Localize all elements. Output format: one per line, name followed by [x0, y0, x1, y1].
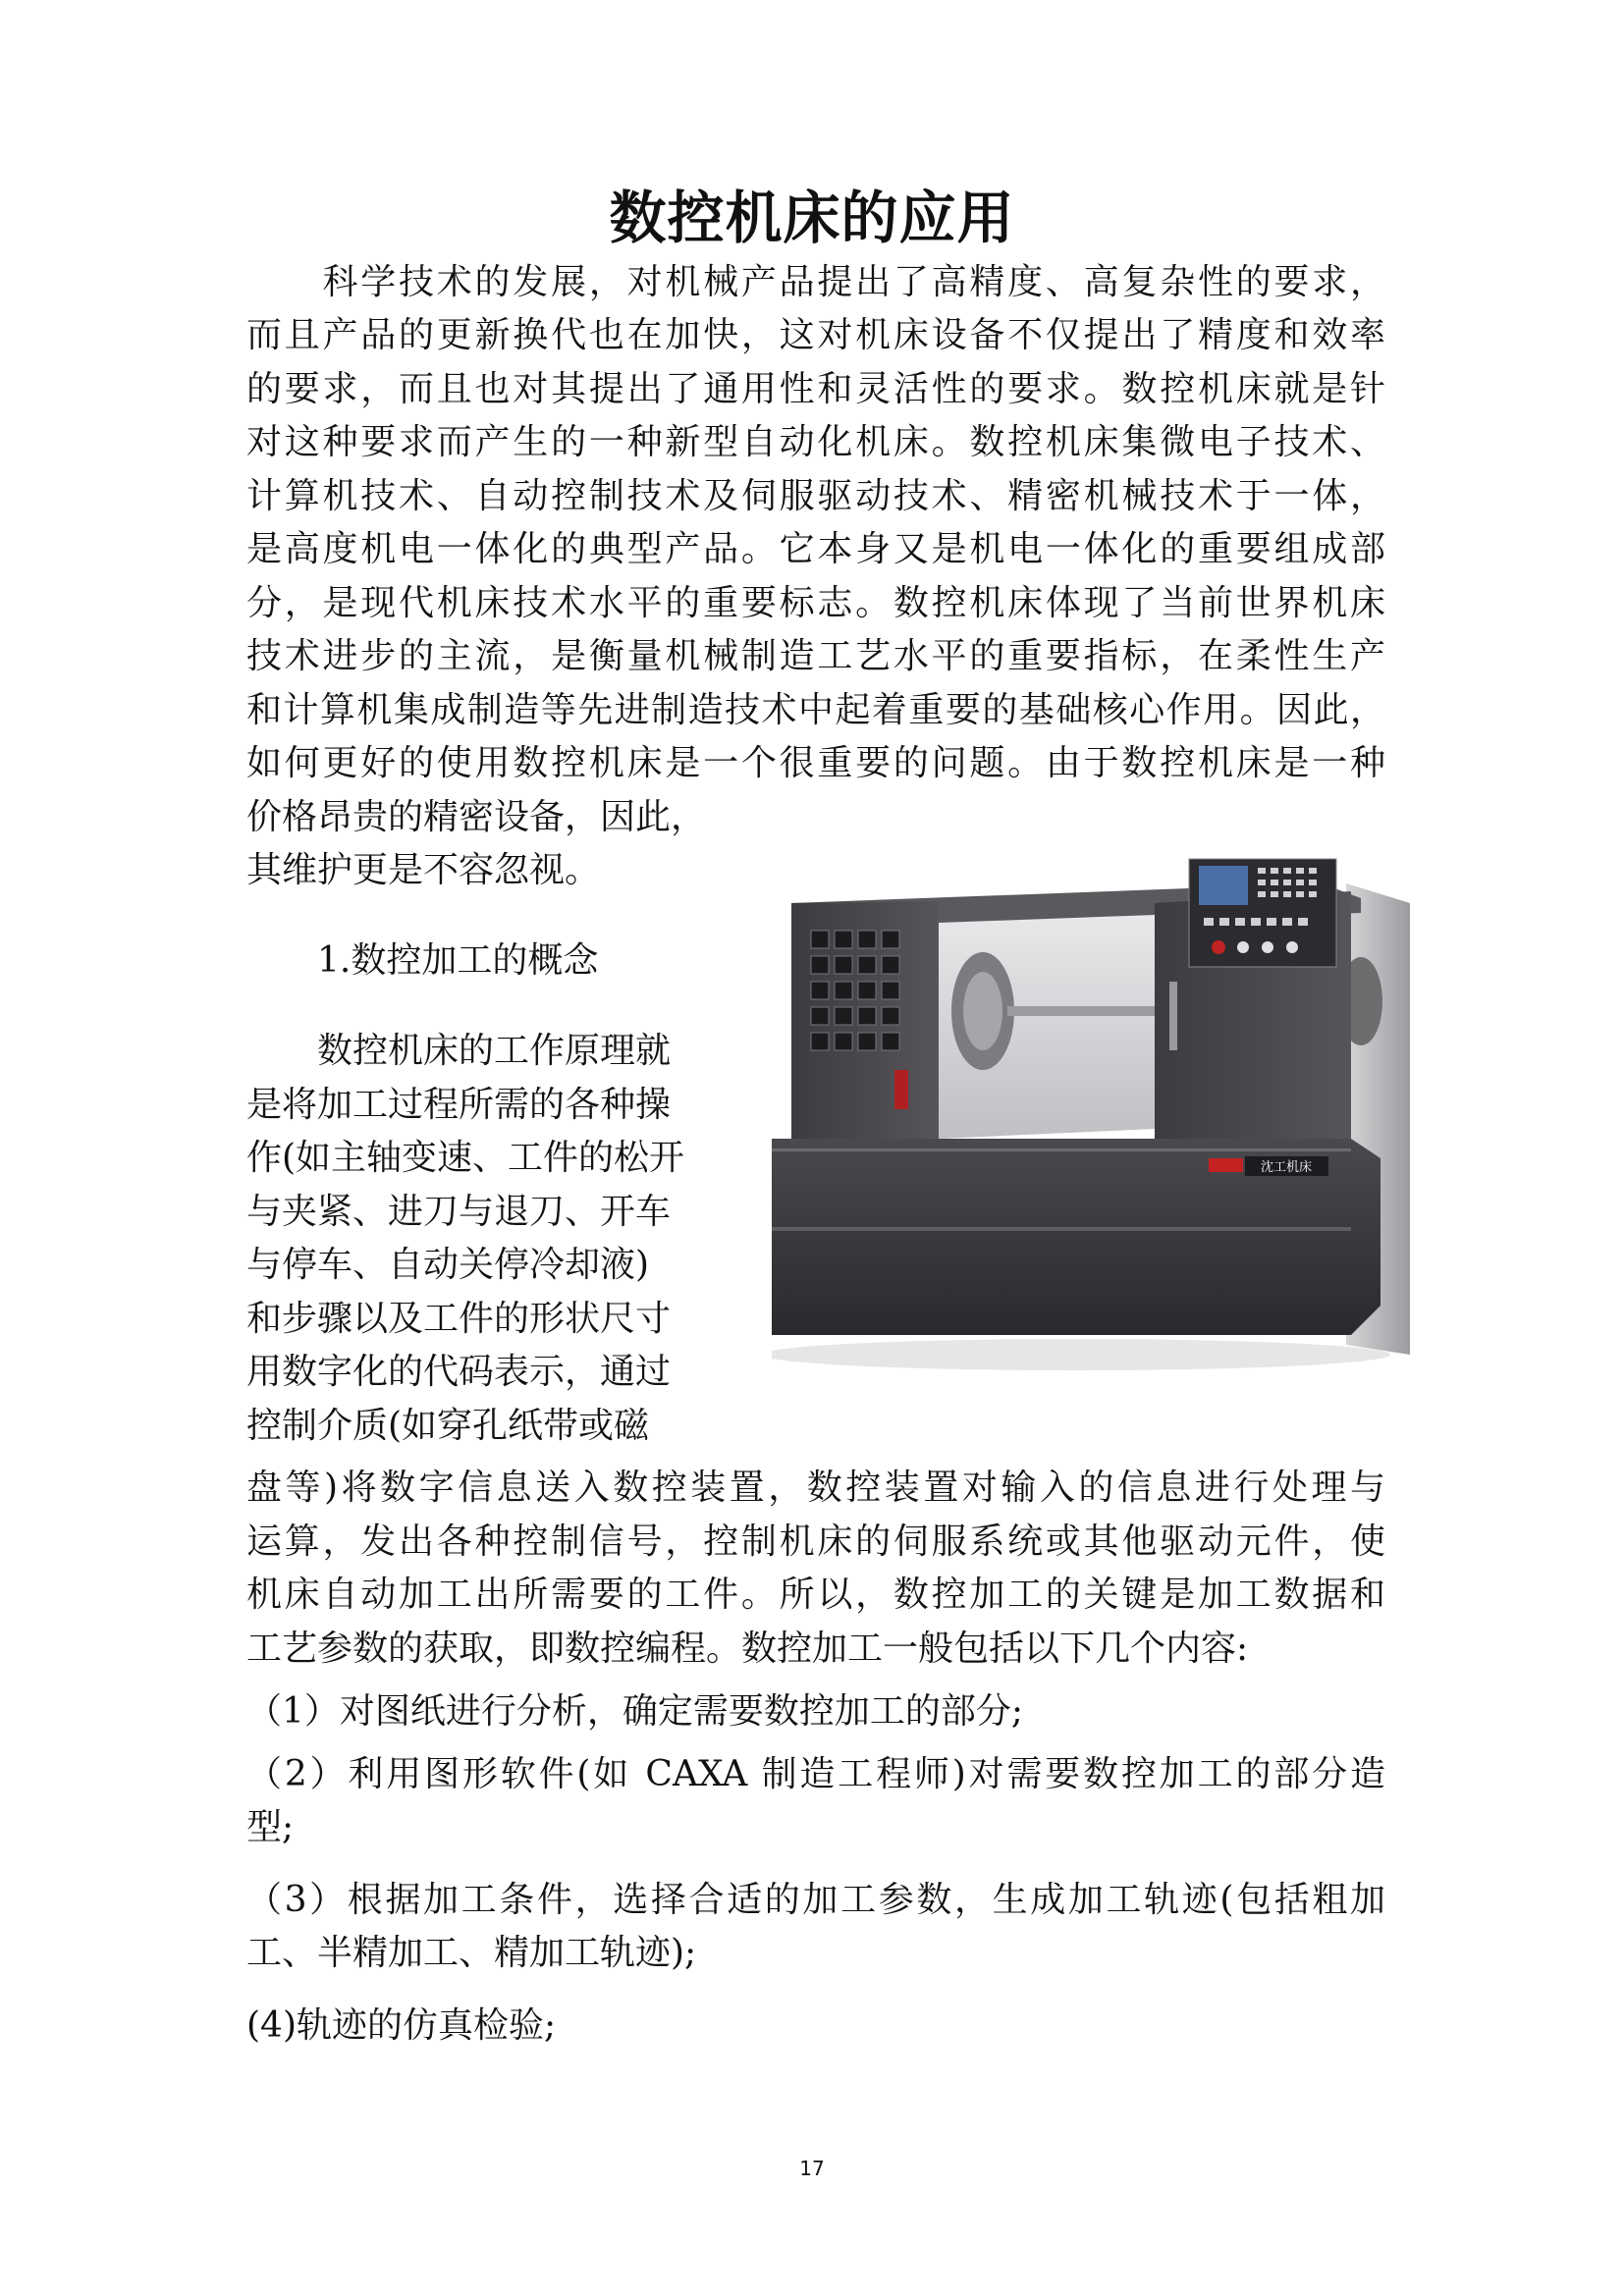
text-line: 计算机技术、自动控制技术及伺服驱动技术、精密机械技术于一体， — [246, 476, 1385, 516]
section-heading: 1.数控加工的概念 — [246, 940, 599, 981]
list-item: （1）对图纸进行分析，确定需要数控加工的部分; — [246, 1691, 1024, 1732]
text-line: 和步骤以及工件的形状尺寸 — [246, 1299, 672, 1339]
text-line: 对这种要求而产生的一种新型自动化机床。数控机床集微电子技术、 — [246, 422, 1385, 462]
text-line: 如何更好的使用数控机床是一个很重要的问题。由于数控机床是一种 — [246, 743, 1385, 783]
list-item-continuation: 型; — [246, 1807, 295, 1847]
text-line: 而且产品的更新换代也在加快，这对机床设备不仅提出了精度和效率 — [246, 315, 1385, 355]
text-line: 技术进步的主流，是衡量机械制造工艺水平的重要指标，在柔性生产 — [246, 636, 1385, 676]
text-line: 与停车、自动关停冷却液) — [246, 1245, 650, 1285]
list-item: （3）根据加工条件，选择合适的加工参数，生成加工轨迹(包括粗加 — [246, 1880, 1385, 1920]
text-line: 工艺参数的获取，即数控编程。数控加工一般包括以下几个内容: — [246, 1629, 1249, 1669]
text-line: 是高度机电一体化的典型产品。它本身又是机电一体化的重要组成部 — [246, 529, 1385, 569]
text-line: 的要求，而且也对其提出了通用性和灵活性的要求。数控机床就是针 — [246, 369, 1385, 409]
list-item-continuation: 工、半精加工、精加工轨迹); — [246, 1933, 697, 1973]
text-line: 机床自动加工出所需要的工件。所以，数控加工的关键是加工数据和 — [246, 1575, 1385, 1615]
brand-label: 沈工机床 — [1260, 1160, 1313, 1175]
text-line: 是将加工过程所需的各种操 — [246, 1085, 672, 1125]
text-line: 运算，发出各种控制信号，控制机床的伺服系统或其他驱动元件，使 — [246, 1522, 1385, 1562]
text-line: 和计算机集成制造等先进制造技术中起着重要的基础核心作用。因此， — [246, 690, 1385, 730]
text-line: 分，是现代机床技术水平的重要标志。数控机床体现了当前世界机床 — [246, 583, 1385, 623]
text-line: 其维护更是不容忽视。 — [246, 850, 601, 890]
page-number: 17 — [799, 2157, 825, 2180]
text-line: 科学技术的发展，对机械产品提出了高精度、高复杂性的要求， — [246, 262, 1385, 302]
text-line: 用数字化的代码表示，通过 — [246, 1352, 672, 1392]
text-line: 盘等)将数字信息送入数控装置，数控装置对输入的信息进行处理与 — [246, 1468, 1385, 1508]
list-item: （2）利用图形软件(如 CAXA 制造工程师)对需要数控加工的部分造 — [246, 1754, 1385, 1794]
cnc-lathe-image — [772, 844, 1430, 1418]
page-title: 数控机床的应用 — [609, 185, 1015, 251]
text-line: 价格昂贵的精密设备，因此， — [246, 797, 707, 837]
list-item: (4)轨迹的仿真检验; — [246, 2005, 557, 2046]
text-line: 作(如主轴变速、工件的松开 — [246, 1138, 685, 1178]
text-line: 控制介质(如穿孔纸带或磁 — [246, 1406, 650, 1446]
text-line: 与夹紧、进刀与退刀、开车 — [246, 1192, 672, 1232]
text-line: 数控机床的工作原理就 — [246, 1031, 672, 1071]
